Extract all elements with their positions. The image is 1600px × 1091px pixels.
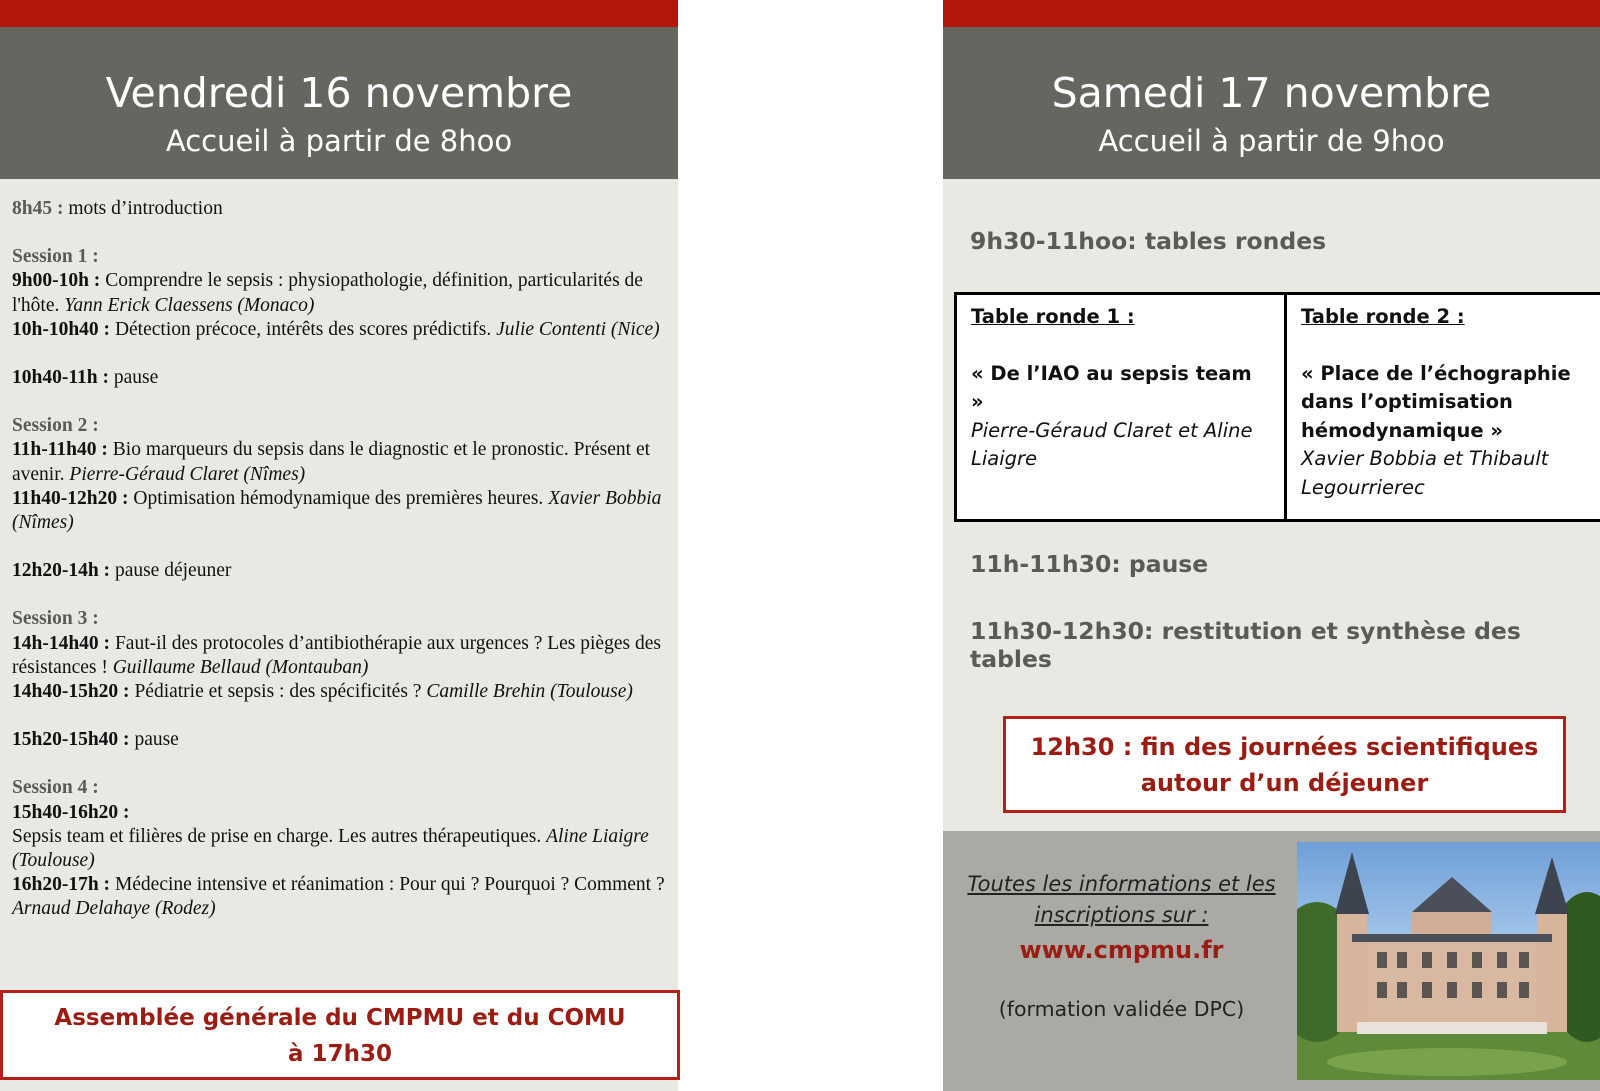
- break-time: 10h40-11h :: [12, 367, 109, 389]
- talk: [12, 873, 668, 921]
- tables-heading: 9h30-11hoo: tables rondes: [970, 227, 1327, 255]
- intro-text: mots d’introduction: [63, 198, 223, 219]
- castle-photo: [1297, 842, 1600, 1080]
- talk-speaker: Arnaud Delahaye (Rodez): [12, 898, 216, 920]
- round-table-speakers: Xavier Bobbia et Thibault Legourrierec: [1301, 447, 1549, 499]
- saturday-title: Samedi 17 novembre: [1051, 69, 1492, 117]
- talk: [12, 825, 668, 873]
- break-line: [12, 559, 668, 583]
- talk-text: Détection précoce, intérêts des scores prédictifs.: [110, 318, 497, 340]
- assembly-line-2: à 17h30: [288, 1041, 392, 1067]
- talk-text: Pédiatrie et sepsis : des spécificités ?: [129, 681, 427, 703]
- saturday-subtitle: Accueil à partir de 9hoo: [1098, 124, 1445, 158]
- talk-time: 10h-10h40 :: [12, 318, 111, 340]
- talk: [12, 487, 668, 535]
- talk: [12, 632, 668, 680]
- talk-time: 11h40-12h20 :: [12, 487, 129, 509]
- closing-notice: [1003, 716, 1566, 813]
- talk-speaker: Xavier Bobbia (Nîmes): [12, 487, 662, 534]
- assembly-notice: [0, 990, 680, 1080]
- talk-speaker: Yann Erick Claessens (Monaco): [64, 294, 315, 316]
- break-line: [12, 728, 668, 752]
- break-text: pause: [129, 729, 179, 751]
- talk-time: 14h40-15h20 :: [12, 681, 130, 703]
- saturday-header: [943, 27, 1600, 179]
- friday-program: [12, 197, 668, 922]
- friday-title: Vendredi 16 novembre: [105, 69, 573, 117]
- info-line-2: inscriptions sur :: [1034, 903, 1209, 927]
- dpc-note: (formation validée DPC): [998, 997, 1245, 1021]
- intro-time: 8h45 :: [12, 198, 64, 219]
- top-red-bar: [0, 0, 678, 27]
- talk: [12, 269, 668, 317]
- saturday-panel: [943, 0, 1600, 1091]
- friday-header: [0, 27, 678, 179]
- round-table-speakers: Pierre-Géraud Claret et Aline Liaigre: [971, 418, 1253, 470]
- talk-time: 11h-11h40 :: [12, 439, 108, 461]
- round-table-title: « De l’IAO au sepsis team »: [971, 361, 1252, 413]
- castle-illustration: [1297, 842, 1600, 1080]
- talk-speaker: Camille Brehin (Toulouse): [426, 681, 633, 703]
- round-table-2: [1284, 295, 1600, 519]
- round-tables-box: [954, 292, 1600, 522]
- intro-line: [12, 197, 668, 221]
- round-table-1: [957, 295, 1284, 519]
- talk-speaker: Julie Contenti (Nice): [496, 318, 660, 340]
- restitution-heading: 11h30-12h30: restitution et synthèse des tables: [970, 617, 1521, 673]
- talk-time: 9h00-10h :: [12, 270, 101, 292]
- talk-speaker: Guillaume Bellaud (Montauban): [112, 656, 369, 678]
- talk-text: Faut-il des protocoles d’antibiothérapie aux urgences ? Les pièges des résistances !: [12, 632, 661, 678]
- info-block: [943, 869, 1300, 1021]
- session-4-label: Session 4 :: [12, 777, 99, 799]
- talk-time: 15h40-16h20 :: [12, 801, 130, 823]
- friday-subtitle: Accueil à partir de 8hoo: [165, 124, 513, 158]
- assembly-line-1: Assemblée générale du CMPMU et du COMU: [54, 1005, 626, 1031]
- info-footer: [943, 831, 1600, 1091]
- talk-text: Sepsis team et filières de prise en charge. Les autres thérapeutiques.: [12, 825, 547, 847]
- info-line-1: Toutes les informations et les: [967, 872, 1276, 896]
- website-link[interactable]: www.cmpmu.fr: [1019, 936, 1224, 964]
- closing-line-1: 12h30 : fin des journées scientifiques: [1030, 733, 1539, 761]
- talk: [12, 801, 668, 825]
- top-red-bar: [943, 0, 1600, 27]
- break-time: 15h20-15h40 :: [12, 729, 130, 751]
- talk: [12, 680, 668, 704]
- talk: [12, 318, 668, 342]
- talk-time: 14h-14h40 :: [12, 632, 111, 654]
- closing-line-2: autour d’un déjeuner: [1140, 769, 1429, 797]
- round-table-label: Table ronde 2 :: [1301, 305, 1465, 328]
- session-2-label: Session 2 :: [12, 415, 99, 437]
- break-text: pause déjeuner: [110, 560, 232, 582]
- break-time: 12h20-14h :: [12, 560, 111, 582]
- talk-speaker: Pierre-Géraud Claret (Nîmes): [69, 463, 306, 485]
- round-table-title: « Place de l’échographie dans l’optimisation hémodynamique »: [1301, 361, 1571, 442]
- talk-text: Bio marqueurs du sepsis dans le diagnostic et le pronostic. Présent et avenir.: [12, 439, 651, 485]
- talk-speaker: Aline Liaigre (Toulouse): [12, 825, 649, 872]
- break-text: pause: [108, 367, 159, 389]
- session-3-label: Session 3 :: [12, 608, 99, 630]
- break-line: [12, 366, 668, 390]
- round-table-label: Table ronde 1 :: [971, 305, 1135, 328]
- talk-text: Optimisation hémodynamique des premières heures.: [128, 487, 549, 509]
- talk-text: Médecine intensive et réanimation : Pour qui ? Pourquoi ? Comment ?: [110, 874, 665, 896]
- session-1-label: Session 1 :: [12, 246, 99, 268]
- talk: [12, 438, 668, 486]
- pause-heading: 11h-11h30: pause: [970, 550, 1209, 578]
- talk-time: 16h20-17h :: [12, 874, 111, 896]
- talk-text: Comprendre le sepsis : physiopathologie, définition, particularités de l'hôte.: [12, 270, 643, 316]
- friday-panel: [0, 0, 678, 1091]
